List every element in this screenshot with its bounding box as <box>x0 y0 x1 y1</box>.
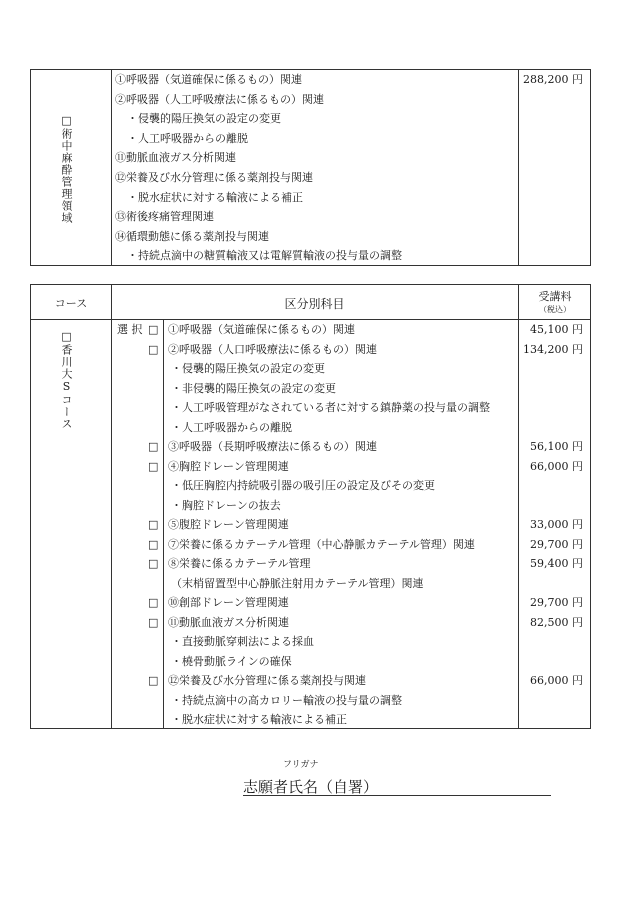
course-item: ⑫栄養及び水分管理に係る薬剤投与関連 <box>168 674 366 687</box>
course-item: ⑪動脈血液ガス分析関連 <box>168 615 289 629</box>
course-item: ・人工呼吸管理がなされている者に対する鎮静薬の投与量の調整 <box>171 401 490 414</box>
course-fee: 66,000 円 <box>530 674 583 687</box>
domain-item: ・侵襲的陽圧換気の設定の変更 <box>127 112 281 126</box>
domain-item: ・人工呼吸器からの離脱 <box>127 131 248 145</box>
header-fee: 受講料 <box>538 290 572 303</box>
course-checkbox[interactable]: □ <box>148 596 159 609</box>
course-item: ⑩創部ドレーン管理関連 <box>168 596 289 609</box>
domain-item: ②呼吸器（人工呼吸療法に係るもの）関連 <box>115 92 324 106</box>
course-item: ④胸腔ドレーン管理関連 <box>168 459 289 473</box>
column-divider <box>518 70 519 265</box>
course-checkbox[interactable]: □ <box>148 440 159 453</box>
course-checkbox[interactable]: □ <box>148 459 159 473</box>
column-divider <box>111 70 112 265</box>
course-item: ・脱水症状に対する輸液による補正 <box>171 713 347 726</box>
domain-item: ⑬術後疼痛管理関連 <box>115 210 214 224</box>
course-item: ・低圧胸腔内持続吸引器の吸引圧の設定及びその変更 <box>171 479 435 492</box>
course-fee: 134,200 円 <box>523 342 583 356</box>
course-checkbox[interactable]: □ <box>148 557 159 570</box>
furigana-label: フリガナ <box>283 760 319 770</box>
course-item: ・非侵襲的陽圧換気の設定の変更 <box>171 381 336 395</box>
course-item: ⑤腹腔ドレーン管理関連 <box>168 518 289 531</box>
header-fee-note: （税込） <box>539 305 571 314</box>
course-fee: 56,100 円 <box>530 440 583 453</box>
domain-item: ・脱水症状に対する輸液による補正 <box>127 190 303 204</box>
course-fee: 45,100 円 <box>530 323 583 336</box>
column-divider <box>111 285 112 728</box>
course-fee: 33,000 円 <box>530 518 583 531</box>
domain-item: ⑫栄養及び水分管理に係る薬剤投与関連 <box>115 171 313 184</box>
course-item: ②呼吸器（人口呼吸療法に係るもの）関連 <box>168 342 377 356</box>
course-item: ⑦栄養に係るカテーテル管理（中心静脈カテーテル管理）関連 <box>168 537 475 551</box>
applicant-name-label: 志願者氏名（自署） <box>243 778 379 796</box>
header-course: コース <box>54 297 88 310</box>
course-item: ・人工呼吸器からの離脱 <box>171 420 292 434</box>
signature-line[interactable] <box>243 795 551 796</box>
course-table <box>30 284 591 729</box>
course-fee: 29,700 円 <box>530 596 583 609</box>
course-item: ・侵襲的陽圧換気の設定の変更 <box>171 362 325 375</box>
course-checkbox[interactable]: □ <box>148 342 159 356</box>
course-item: ③呼吸器（長期呼吸療法に係るもの）関連 <box>168 440 377 453</box>
domain-item: ⑪動脈血液ガス分析関連 <box>115 151 236 165</box>
domain-item: ⑭循環動態に係る薬剤投与関連 <box>115 229 269 243</box>
course-checkbox[interactable]: □ <box>148 674 159 687</box>
course-fee: 66,000 円 <box>530 459 583 473</box>
column-divider <box>163 319 164 728</box>
domain-item: ・持続点滴中の糖質輸液又は電解質輸液の投与量の調整 <box>127 249 402 263</box>
course-item: ・胸腔ドレーンの抜去 <box>171 498 281 512</box>
header-subjects: 区分別科目 <box>284 297 345 311</box>
domain-table <box>30 69 591 266</box>
course-item: ①呼吸器（気道確保に係るもの）関連 <box>168 323 355 336</box>
domain-fee: 288,200 円 <box>523 73 583 86</box>
course-fee: 29,700 円 <box>530 537 583 551</box>
course-fee: 59,400 円 <box>530 557 583 570</box>
select-label: 選 択 <box>117 323 143 336</box>
domain-label: □術中麻酔管理領域 <box>60 114 73 224</box>
domain-item: ①呼吸器（気道確保に係るもの）関連 <box>115 73 302 86</box>
course-item: ・直接動脈穿刺法による採血 <box>171 635 314 648</box>
course-item: ・持続点滴中の高カロリー輸液の投与量の調整 <box>171 693 402 707</box>
course-checkbox[interactable]: □ <box>148 323 159 336</box>
course-checkbox[interactable]: □ <box>148 615 159 629</box>
course-fee: 82,500 円 <box>530 615 583 629</box>
course-item: ⑧栄養に係るカテーテル管理 <box>168 557 311 570</box>
course-item: （末梢留置型中心静脈注射用カテーテル管理）関連 <box>171 576 424 590</box>
course-checkbox[interactable]: □ <box>148 537 159 551</box>
course-checkbox[interactable]: □ <box>148 518 159 531</box>
course-label: □香川大Sコース <box>60 330 73 430</box>
course-item: ・橈骨動脈ラインの確保 <box>171 654 292 668</box>
